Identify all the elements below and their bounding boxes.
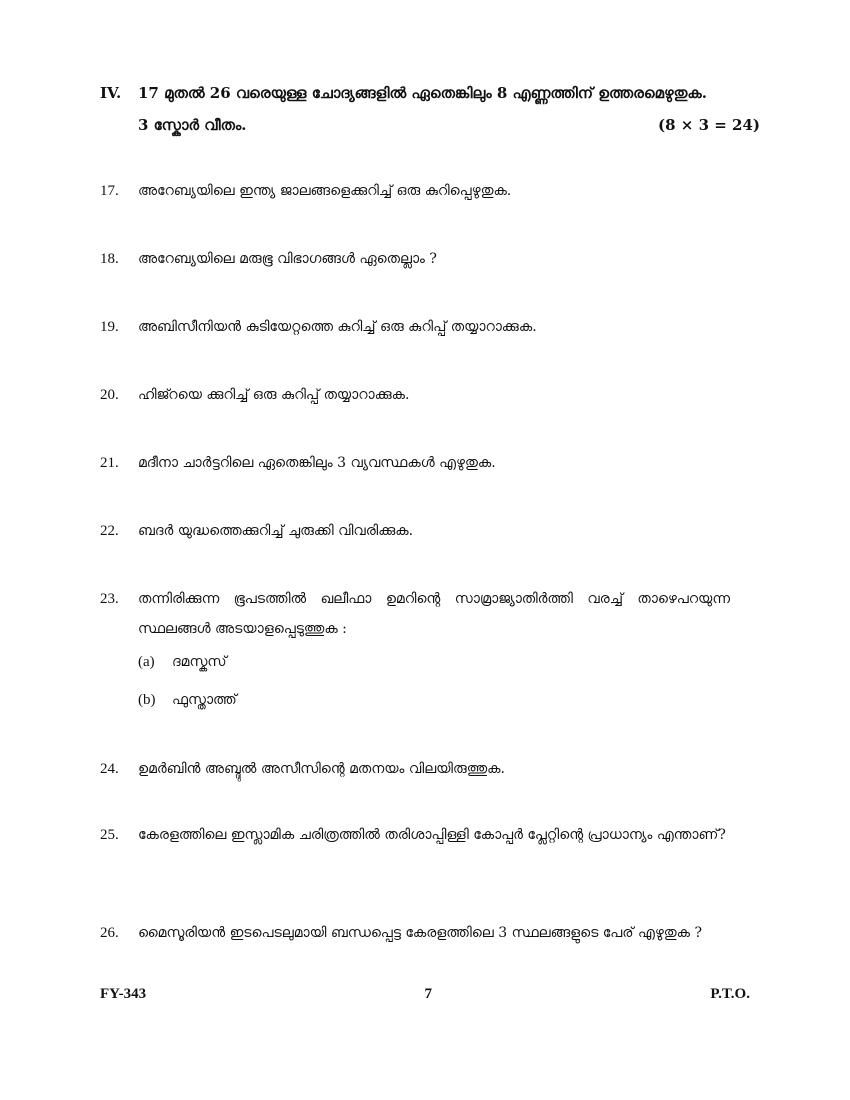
please-turn-over: P.T.O. (710, 986, 750, 1002)
question-text: അറേബ്യയിലെ മരുഭൂ വിഭാഗങ്ങൾ ഏതെല്ലാം ? (138, 251, 437, 267)
section-header (100, 84, 760, 134)
question-text: ബദർ യുദ്ധത്തെക്കുറിച്ച് ചുരുക്കി വിവരിക്കുക. (138, 523, 414, 539)
question-22 (100, 516, 730, 546)
subitem-text: ദമസ്കസ് (172, 654, 227, 670)
question-text: മൈസൂരിയൻ ഇടപെടലുമായി ബന്ധപ്പെട്ട കേരളത്തിലെ 3 സ്ഥലങ്ങളുടെ പേര് എഴുതുക ? (138, 925, 702, 941)
question-text: ഹിജ്റയെ ക്കുറിച്ച് ഒരു കുറിപ്പ് തയ്യാറാക്കുക. (138, 387, 410, 403)
marks-note: 3 സ്കോർ വീതം. (138, 116, 247, 134)
question-number: 26. (100, 925, 119, 941)
section-roman-numeral: IV. (100, 84, 122, 102)
question-text: അറേബ്യയിലെ ഇന്ത്യ ജാലങ്ങളെക്കുറിച്ച് ഒരു കുറിപ്പെഴുതുക. (138, 183, 512, 199)
question-17 (100, 176, 730, 206)
question-20 (100, 380, 730, 410)
question-text: കേരളത്തിലെ ഇസ്ലാമിക ചരിത്രത്തിൽ തരിശാപ്പിള്ളി കോപ്പർ പ്ലേറ്റിന്റെ പ്രാധാന്യം എന്താണ്? (138, 827, 726, 843)
question-25 (100, 820, 730, 850)
section-instruction: 17 മുതൽ 26 വരെയുള്ള ചോദ്യങ്ങളിൽ ഏതെങ്കിലും 8 എണ്ണത്തിന് ഉത്തരമെഴുതുക. (138, 84, 707, 102)
question-26 (100, 918, 730, 948)
paper-code: FY-343 (100, 986, 147, 1002)
page-number: 7 (424, 986, 432, 1002)
question-23 (100, 584, 730, 644)
subitem-label: (b) (138, 692, 156, 708)
q23-subitem-b (138, 692, 237, 709)
question-text: തന്നിരിക്കുന്ന ഭൂപടത്തിൽ ഖലീഫാ ഉമറിന്റെ സാമ്രാജ്യാതിർത്തി വരച്ച് താഴെപറയുന്ന സ്ഥലങ്ങൾ അടയാളപ്പെടുത്തുക : (138, 591, 730, 637)
question-number: 19. (100, 319, 119, 335)
question-number: 25. (100, 827, 119, 843)
question-19 (100, 312, 730, 342)
question-number: 20. (100, 387, 119, 403)
question-number: 18. (100, 251, 119, 267)
subitem-label: (a) (138, 654, 155, 670)
question-number: 23. (100, 591, 119, 607)
question-text: മദീനാ ചാർട്ടറിലെ ഏതെങ്കിലും 3 വ്യവസ്ഥകൾ എഴുതുക. (138, 455, 496, 471)
page-footer (100, 986, 750, 1003)
question-number: 24. (100, 761, 119, 777)
question-text: ഉമർബിൻ അബ്ദുൽ അസീസിന്റെ മതനയം വിലയിരുത്തുക. (138, 761, 505, 777)
subitem-text: ഫുസ്താത്ത് (172, 692, 237, 708)
question-text: അബിസീനിയൻ കുടിയേറ്റത്തെ കുറിച്ച് ഒരു കുറിപ്പ് തയ്യാറാക്കുക. (138, 319, 537, 335)
marks-total: (8 × 3 = 24) (658, 116, 760, 134)
question-number: 17. (100, 183, 119, 199)
question-number: 22. (100, 523, 119, 539)
question-24 (100, 754, 730, 784)
question-number: 21. (100, 455, 119, 471)
q23-subitem-a (138, 654, 227, 671)
question-18 (100, 244, 730, 274)
question-21 (100, 448, 730, 478)
